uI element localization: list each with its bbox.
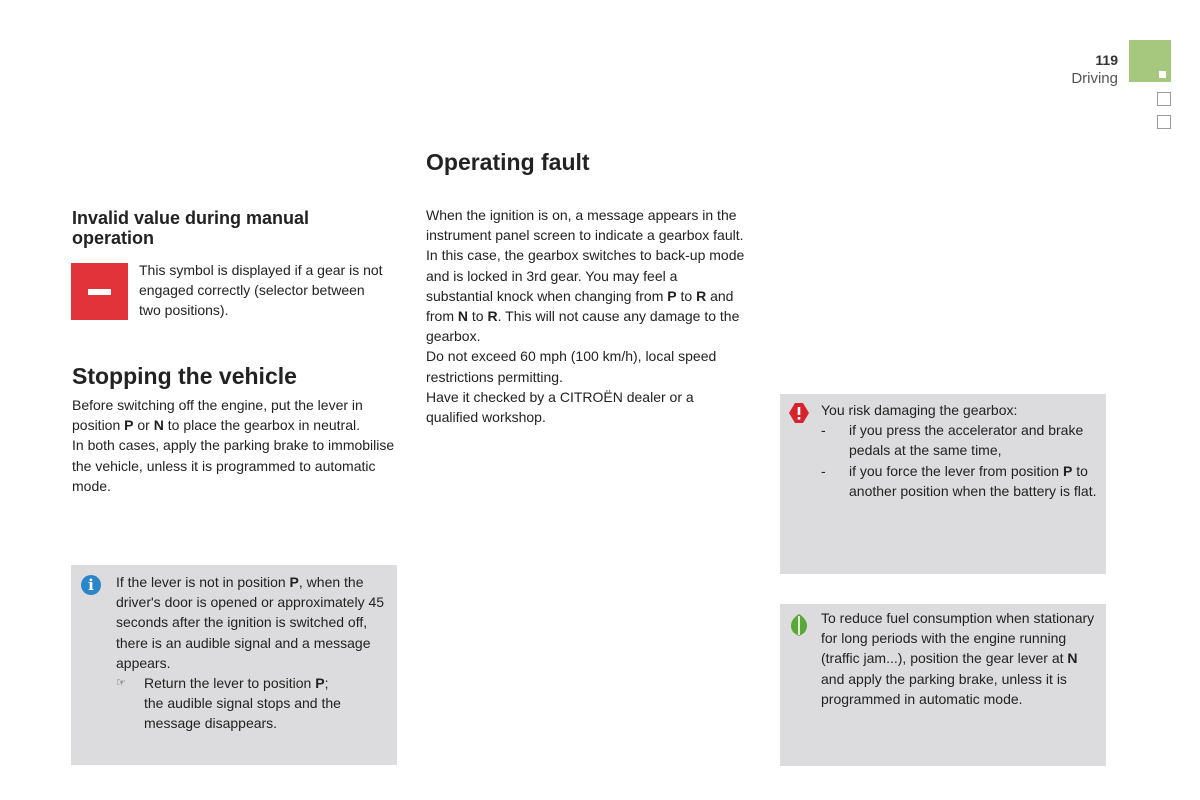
gear-not-engaged-bar	[88, 289, 111, 295]
stopping-paragraph-2: In both cases, apply the parking brake to immobilise the vehicle, unless it is programmed to automatic mode.	[72, 437, 395, 494]
text-run: or	[133, 417, 154, 434]
position-n: N	[457, 308, 469, 325]
invalid-value-paragraph: This symbol is displayed if a gear is not engaged correctly (selector between two positions).	[139, 262, 383, 319]
text-run: If the lever is not in position	[116, 574, 290, 590]
position-n: N	[153, 417, 164, 434]
eco-note-text	[821, 608, 1099, 709]
warning-item-2	[849, 461, 1099, 501]
text-run: and from	[426, 287, 734, 325]
stopping-paragraph-1	[72, 395, 402, 435]
stopping-section	[72, 363, 402, 389]
position-p: P	[667, 287, 677, 304]
operating-fault-paragraph-4: Have it checked by a CITROËN dealer or a qualified workshop.	[426, 388, 694, 426]
position-p: P	[315, 675, 325, 692]
stopping-text	[72, 395, 402, 496]
position-r: R	[696, 287, 707, 304]
warning-note-text	[821, 400, 1099, 501]
eco-note-paragraph	[821, 608, 1099, 709]
list-dash: -	[821, 462, 826, 479]
operating-fault-text	[426, 205, 748, 427]
text-run: Before switching off the engine, put the lever in position	[72, 397, 363, 434]
warning-list-item	[821, 461, 1099, 501]
info-icon: i	[81, 575, 101, 595]
gear-not-engaged-icon	[71, 263, 128, 320]
info-note-paragraph	[116, 572, 394, 673]
invalid-value-section	[72, 208, 372, 248]
operating-fault-paragraph-2	[426, 245, 748, 346]
tab-marker	[1159, 71, 1166, 78]
text-run: to	[468, 308, 488, 325]
position-p: P	[289, 574, 299, 590]
text-run: the audible signal stops and the message disappears.	[144, 695, 341, 732]
text-run: . This will not cause any damage to the gearbox.	[426, 308, 740, 345]
text-run: ;	[324, 675, 329, 692]
text-run: In this case, the gearbox switches to back-up mode and is locked in 3rd gear. You may feel a substantial knock when changing from	[426, 247, 745, 304]
info-note-bullet-text	[144, 673, 394, 734]
list-dash: -	[821, 422, 826, 439]
position-r: R	[487, 308, 498, 325]
text-run: to another position when the battery is flat.	[849, 462, 1097, 499]
text-run: and apply the parking brake, unless it is programmed in automatic mode.	[821, 670, 1067, 707]
section-label: Driving	[1071, 70, 1118, 87]
text-run: Return the lever to position	[144, 675, 316, 692]
warning-note-intro: You risk damaging the gearbox:	[821, 402, 1018, 418]
stopping-heading: Stopping the vehicle	[72, 363, 297, 389]
warning-icon	[788, 402, 810, 424]
warning-list-item	[821, 420, 1099, 460]
operating-fault-section	[426, 149, 756, 175]
text-run: , when the driver's door is opened or approximately 45 seconds after the ignition is switched off, there is an audible signal and a message appears.	[116, 574, 385, 671]
eco-leaf-icon	[788, 613, 810, 637]
info-note-text	[116, 572, 394, 734]
position-n: N	[1067, 650, 1078, 667]
invalid-value-text	[139, 260, 384, 321]
operating-fault-paragraph-3: Do not exceed 60 mph (100 km/h), local speed restrictions permitting.	[426, 348, 717, 385]
text-run: To reduce fuel consumption when stationary for long periods with the engine running (traffic jam...), position the gear lever at	[821, 610, 1095, 667]
warning-item-1: if you press the accelerator and brake pedals at the same time,	[849, 422, 1084, 459]
operating-fault-paragraph-1: When the ignition is on, a message appears in the instrument panel screen to indicate a gearbox fault.	[426, 207, 744, 244]
pointing-hand-icon: ☞	[116, 676, 126, 690]
invalid-value-heading: Invalid value during manual operation	[72, 208, 310, 248]
section-tab-active	[1129, 40, 1171, 82]
text-run: if you force the lever from position	[849, 462, 1063, 479]
section-tab-box	[1157, 92, 1171, 106]
section-tab-box	[1157, 115, 1171, 129]
text-run: to place the gearbox in neutral.	[163, 417, 360, 434]
position-p: P	[1063, 462, 1073, 479]
text-run: to	[676, 287, 697, 304]
operating-fault-heading: Operating fault	[426, 149, 590, 175]
position-p: P	[124, 417, 134, 434]
info-note-bullet	[116, 673, 394, 734]
page-number: 119	[1095, 52, 1118, 68]
